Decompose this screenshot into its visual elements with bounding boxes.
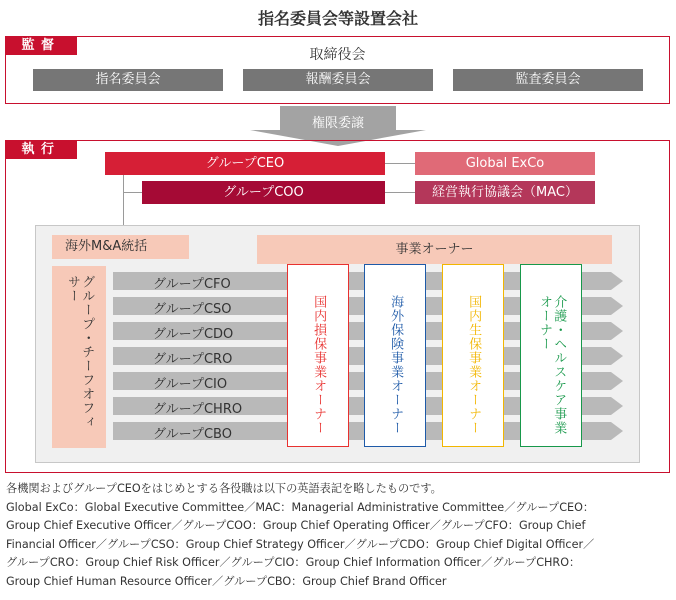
footnote-line: Financial Officer／グループCSO：Group Chief Strategy Officer／グループCDO：Group Chief Digital Officer／ [6,537,595,551]
officer-chro: グループCHRO [153,402,243,417]
group-ceo-box: グループCEO [105,152,385,175]
nomination-committee: 指名委員会 [33,69,223,91]
business-owner-box: 事業オーナー [257,235,612,264]
owner-domestic-pc [287,264,349,447]
connector-mac [385,192,415,193]
officer-cio: グループCIO [153,377,228,392]
officer-cdo: グループCDO [153,327,234,342]
global-exco-box: Global ExCo [415,152,595,175]
compensation-committee: 報酬委員会 [243,69,433,91]
owner-overseas [364,264,426,447]
officer-cso: グループCSO [153,302,232,317]
chief-officer-box [52,266,106,448]
connector-coo [123,192,142,193]
mac-box: 経営執行協議会（MAC） [415,181,595,204]
owner-domestic-life-label: 国内生保事業オーナー [466,295,482,435]
overseas-ma-box: 海外M&A統括 [52,235,189,259]
supervision-tag: 監督 [5,36,77,55]
board-of-directors: 取締役会 [309,47,366,63]
connector-exco [385,163,415,164]
owner-overseas-label: 海外保険事業オーナー [388,295,404,435]
execution-tag: 執行 [5,140,77,159]
officer-cfo: グループCFO [153,277,231,292]
group-coo-box: グループCOO [142,181,385,204]
diagram-title: 指名委員会等設置会社 [257,9,418,28]
owner-nursing-healthcare-label: 介護・ヘルスケア事業オーナー [537,295,567,435]
officer-cbo: グループCBO [153,427,232,442]
chief-officer-label: グループ・チーフオフィサー [65,274,95,429]
officer-cro: グループCRO [153,352,233,367]
footnote [6,480,671,592]
footnote-line: Global ExCo：Global Executive Committee／MAC：Managerial Administrative Committee／グループCEO： [6,500,595,514]
owner-domestic-life [442,264,504,447]
footnote-line: Group Chief Human Resource Officer／グループCBO：Group Chief Brand Officer [6,574,447,588]
owner-nursing-healthcare [520,264,582,447]
footnote-line: 各機関およびグループCEOをはじめとする各役職は以下の英語表記を略したものです。 [6,482,442,495]
delegation-label: 権限委譲 [311,116,364,131]
connector-vertical [123,175,124,225]
footnote-line: Group Chief Executive Officer／グループCOO：Group Chief Operating Officer／グループCFO：Group Chief [6,519,586,533]
footnote-line: グループCRO：Group Chief Risk Officer／グループCIO：Group Chief Information Officer／グループCHRO： [6,556,581,570]
owner-domestic-pc-label: 国内損保事業オーナー [311,295,327,435]
audit-committee: 監査委員会 [453,69,643,91]
